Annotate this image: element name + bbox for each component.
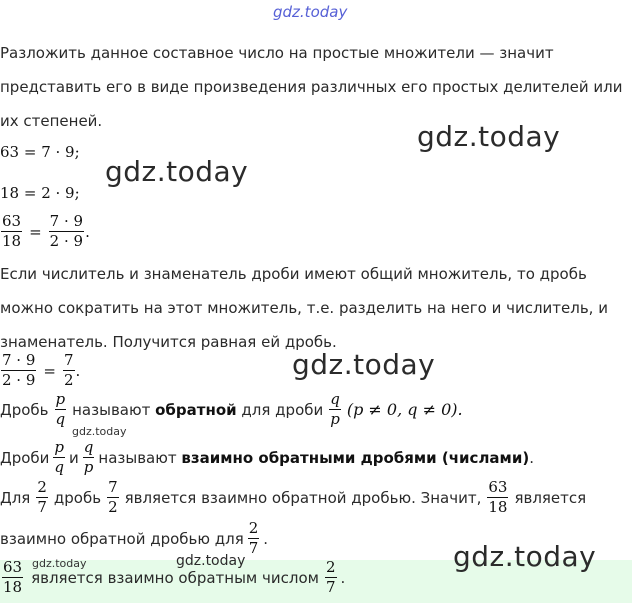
fraction-63-18: $\frac{63}{18}$ (2, 212, 22, 250)
fraction-p-q: $\frac{p}{q}$ (55, 390, 66, 428)
fraction-2-7-c: $\frac{2}{7}$ (325, 558, 336, 596)
called-text: называют (72, 400, 151, 419)
drob-text: дробь (53, 488, 102, 507)
example-line-2: взаимно обратной дробью для $\frac{2}{7}$ . (0, 519, 269, 557)
conclusion-text: является взаимно обратным числом (31, 568, 319, 587)
fraction-q-p-2: $\frac{q}{p}$ (83, 438, 94, 476)
inverse-term: обратной (155, 400, 237, 419)
watermark-1: gdz.today (417, 120, 561, 153)
fraction-2-7-b: $\frac{2}{7}$ (248, 519, 259, 557)
equation-reduced: $\frac{7 \cdot 9}{2 \cdot 9}$ = $\frac{7}{2}$ . (2, 351, 81, 389)
equation-18: 18 = 2 · 9; (0, 184, 80, 202)
fraction-p-q-2: $\frac{p}{q}$ (54, 438, 65, 476)
intro-line-3: их степеней. (0, 112, 103, 130)
is-mutual-text: является взаимно обратной дробью. Значит, (124, 488, 482, 507)
fraction-7x9-2x9: $\frac{7 \cdot 9}{2 \cdot 9}$ (49, 212, 84, 250)
fraction-7-2-b: $\frac{7}{2}$ (108, 478, 118, 516)
period: . (529, 448, 534, 467)
for-fraction-text: для дроби (241, 400, 324, 419)
site-logo[interactable]: gdz.today (273, 3, 348, 21)
mutual-line (0, 440, 534, 475)
fraction-q-p: $\frac{q}{p}$ (330, 390, 340, 428)
watermark-4: gdz.today (72, 425, 127, 438)
equation-63: 63 = 7 · 9; (0, 143, 80, 161)
reduce-line-2: можно сократить на этот множитель, т.е. разделить на него и числитель, и (0, 299, 608, 317)
fraction-cancel: $\frac{7 \cdot 9}{2 \cdot 9}$ (2, 351, 36, 389)
mutual-term: взаимно обратными дробями (числами) (181, 448, 530, 467)
intro-line-2: представить его в виде произведения различных его простых делителей или (0, 78, 623, 96)
is-text: является (514, 488, 587, 507)
watermark-2: gdz.today (105, 155, 249, 188)
condition: (p ≠ 0, q ≠ 0). (346, 399, 463, 419)
fraction-63-18-c: $\frac{63}{18}$ (3, 558, 23, 596)
intro-line-1: Разложить данное составное число на простые множители — значит (0, 44, 554, 62)
fraction-2-7: $\frac{2}{7}$ (37, 478, 47, 516)
definition-word: Дробь (0, 400, 49, 419)
equation-fraction: $\frac{63}{18}$ = $\frac{7 \cdot 9}{2 \cdot 9}$ . (2, 212, 90, 250)
watermark-5: gdz.today (453, 540, 597, 573)
definition-line (0, 392, 463, 427)
example-line (0, 480, 586, 515)
reduce-line-3: знаменатель. Получится равная ей дробь. (0, 333, 337, 351)
and-text: и (69, 448, 79, 467)
for-text: Для (0, 488, 31, 507)
mutual-word: Дроби (0, 448, 50, 467)
watermark-6: gdz.today (32, 557, 87, 570)
reduce-line-1: Если числитель и знаменатель дроби имеют общий множитель, то дробь (0, 265, 587, 283)
called-text-2: называют (98, 448, 177, 467)
example-line2-text: взаимно обратной дробью для (0, 529, 244, 548)
watermark-7: gdz.today (176, 553, 246, 569)
fraction-7-2: $\frac{7}{2}$ (63, 351, 74, 389)
watermark-3: gdz.today (292, 348, 436, 381)
fraction-63-18-b: $\frac{63}{18}$ (488, 478, 508, 516)
conclusion-line: $\frac{63}{18}$ является взаимно обратным числом $\frac{2}{7}$ . (3, 558, 346, 596)
